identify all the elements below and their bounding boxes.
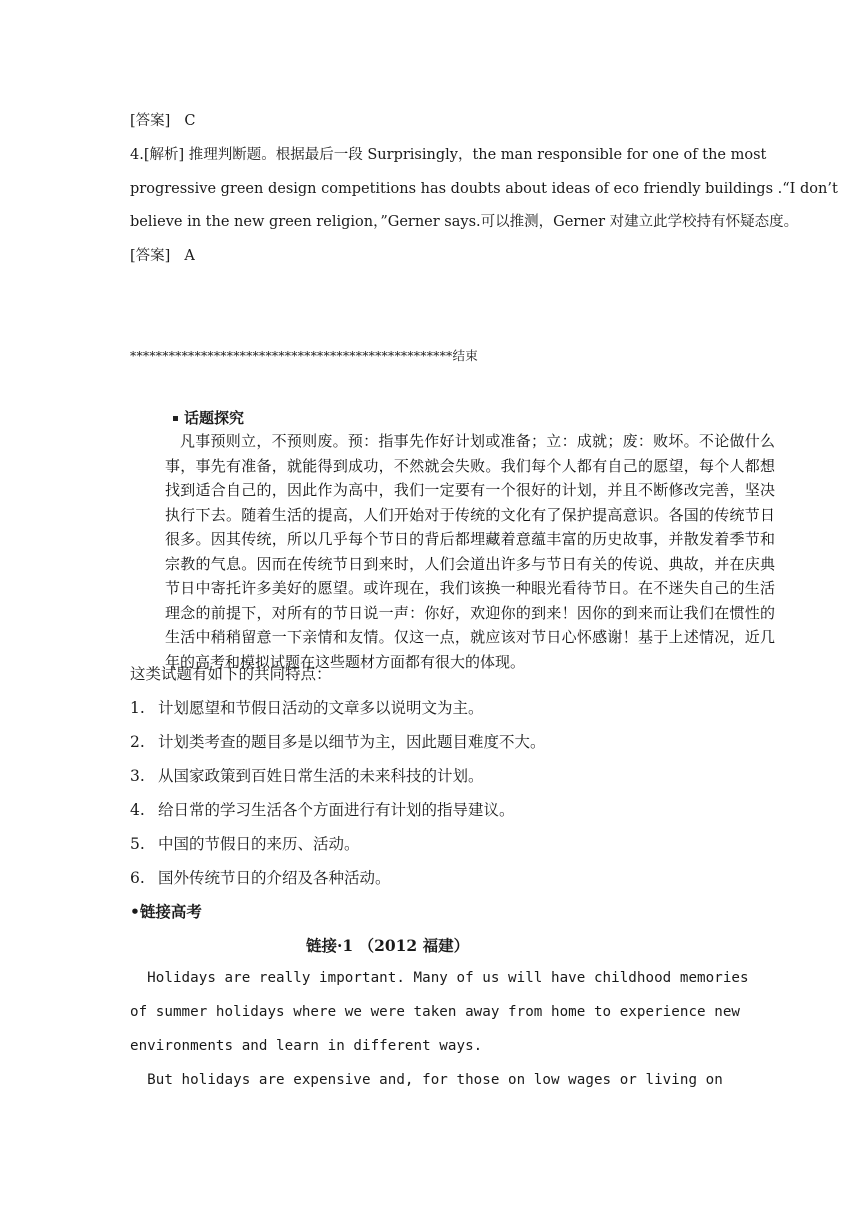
answer-line-3 (130, 111, 195, 131)
analysis-line-1: 4.[解析] 推理判断题。根据最后一段 Surprisingly，the man responsible for one of the most (130, 147, 767, 163)
end-marker: **************************************************结束 (130, 348, 478, 363)
analysis-line-3: believe in the new green religion，”Gerner says.可以推测，Gerner 对建立此学校持有怀疑态度。 (130, 214, 799, 230)
topic-exploration-box (165, 405, 775, 671)
feature-text: 从国家政策到百姓日常生活的未来科技的计划。 (158, 767, 484, 785)
feature-number: 2. (130, 733, 145, 751)
feature-item (130, 867, 391, 889)
feature-text: 计划类考查的题目多是以细节为主，因此题目难度不大。 (158, 733, 546, 751)
feature-number: 4. (130, 801, 145, 819)
feature-text: 国外传统节日的介绍及各种活动。 (158, 869, 391, 887)
features-intro: 这类试题有如下的共同特点： (130, 665, 332, 683)
feature-text: 计划愿望和节假日活动的文章多以说明文为主。 (158, 699, 484, 717)
link-title: 链接·1 （2012 福建） (306, 936, 470, 955)
feature-number: 6. (130, 869, 145, 887)
feature-number: 5. (130, 835, 145, 853)
topic-body-text: 凡事预则立，不预则废。预：指事先作好计划或准备；立：成就；废：败坏。不论做什么事，事先有准备，就能得到成功，不然就会失败。我们每个人都有自己的愿望，每个人都想找到适合自己的，因此作为高中，我们一定要有一个很好的计划，并且不断修改完善，坚决执行下去。随着生活的提高，人们开始对于传统的文化有了保护提高意识。各国的传统节日很多。因其传统，所以几乎每个节日的背后都埋藏着意蕴丰富的历史故事，并散发着季节和宗教的气息。因而在传统节日到来时，人们会道出许多与节日有关的传说、典故，并在庆典节日中寄托许多美好的愿望。或许现在，我们该换一种眼光看待节日。在不迷失自己的生活理念的前提下，对所有的节日说一声：你好，欢迎你的到来！因你的到来而让我们在惯性的生活中稍稍留意一下亲情和友情。仅这一点，就应该对节日心怀感谢！基于上述情况，近几年的高考和模拟试题在这些题材方面都有很大的体现。 (165, 432, 775, 671)
answer-label: [答案] (130, 248, 171, 264)
feature-item (130, 833, 360, 855)
feature-text: 中国的节假日的来历、活动。 (158, 835, 360, 853)
passage-line: Holidays are really important. Many of us will have childhood memories (130, 970, 749, 986)
passage-line: But holidays are expensive and, for those on low wages or living on (130, 1072, 723, 1088)
feature-item (130, 765, 484, 787)
analysis-line-2: progressive green design competitions has doubts about ideas of eco friendly buildings .“I don’t (130, 181, 838, 197)
feature-item (130, 697, 484, 719)
answer-value: C (184, 113, 196, 129)
feature-number: 3. (130, 767, 145, 785)
passage-line: of summer holidays where we were taken away from home to experience new (130, 1004, 741, 1020)
topic-heading-text: 话题探究 (184, 409, 245, 427)
feature-item (130, 799, 515, 821)
passage-line: environments and learn in different ways. (130, 1038, 483, 1054)
bullet-square-icon (173, 416, 178, 421)
feature-text: 给日常的学习生活各个方面进行有计划的指导建议。 (158, 801, 515, 819)
feature-item (130, 731, 546, 753)
feature-number: 1. (130, 699, 145, 717)
topic-heading (173, 407, 244, 428)
section-heading: •链接高考 (130, 903, 202, 921)
answer-line-4 (130, 246, 195, 266)
answer-value: A (184, 248, 195, 264)
answer-label: [答案] (130, 113, 171, 129)
